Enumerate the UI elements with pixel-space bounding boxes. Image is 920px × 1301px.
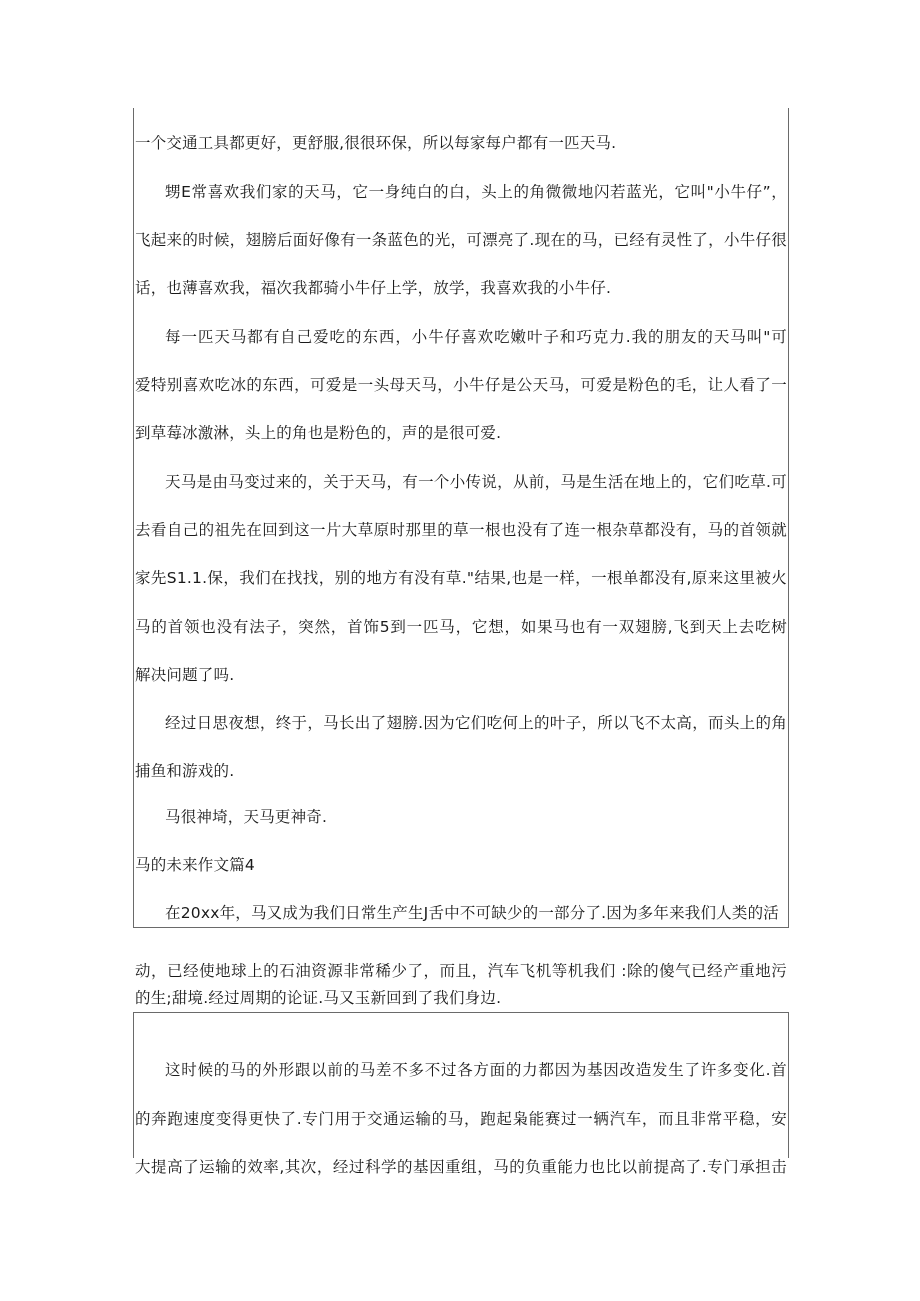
paragraph-line: 这时候的马的外形跟以前的马差不多不过各方面的力都因为基因改造发生了许多变化.首 <box>165 1061 787 1079</box>
paragraph-line: 飞起来的时候，翅膀后面好像有一条蓝色的光，可漂亮了.现在的马，已经有灵性了，小牛仔很 <box>135 231 787 249</box>
paragraph-line: 马的首领也没有法子，突然，首饰5到一匹马，它想，如果马也有一双翅膀,飞到天上去吃树 <box>135 618 787 636</box>
paragraph-line: 大提高了运输的效率,其次，经过科学的基因重组，马的负重能力也比以前提高了.专门承担击 <box>135 1158 787 1176</box>
paragraph-line: 去看自己的祖先在回到这一片大草原时那里的草一根也没有了连一根杂草都没有，马的首领就 <box>135 521 787 539</box>
paragraph-line: 话，也薄喜欢我，福次我都骑小牛仔上学，放学，我喜欢我的小牛仔. <box>135 279 612 297</box>
paragraph-line: 经过日思夜想，终于，马长出了翅膀.因为它们吃何上的叶子，所以飞不太高，而头上的角 <box>165 714 787 732</box>
paragraph-line: 爱特别喜欢吃冰的东西，可爱是一头母天马，小牛仔是公天马，可爱是粉色的毛，让人看了一 <box>135 376 787 394</box>
paragraph-line: 天马是由马变过来的，关于天马，有一个小传说，从前，马是生活在地上的，它们吃草.可 <box>165 473 787 491</box>
paragraph-line: 捕鱼和游戏的. <box>135 762 235 780</box>
paragraph-line: 一个交通工具都更好，更舒服,很很环保，所以每家每户都有一匹天马. <box>135 134 617 152</box>
paragraph-line: 家先S1.1.保，我们在找找，别的地方有没有草."结果,也是一样，一根单都没有,原来这里被火 <box>135 569 787 587</box>
paragraph-line: 到草莓冰激淋，头上的角也是粉色的，声的是很可爱. <box>135 424 502 442</box>
paragraph-line: 甥E常喜欢我们家的天马，它一身纯白的白，头上的角微微地闪若蓝光，它叫"小牛仔”， <box>165 183 787 201</box>
text-frame-bottom <box>133 1012 789 1158</box>
paragraph-line: 动，已经使地球上的石油资源非常稀少了，而且，汽车飞机等机我们 :除的傻气已经产重地污 <box>135 962 787 980</box>
paragraph-line: 马很神埼，天马更神奇. <box>165 808 328 826</box>
section-heading: 马的未来作文篇4 <box>135 856 255 874</box>
paragraph-line: 的生;甜境.经过周期的论证.马又玉新回到了我们身边. <box>135 989 502 1007</box>
paragraph-line: 每一匹天马都有自己爱吃的东西，小牛仔喜欢吃嫩叶子和巧克力.我的朋友的天马叫"可 <box>165 328 787 346</box>
paragraph-line: 解决问题了吗. <box>135 666 235 684</box>
paragraph-line: 的奔跑速度变得更快了.专门用于交通运输的马，跑起枭能赛过一辆汽车，而且非常平稳，安 <box>135 1110 787 1128</box>
paragraph-line: 在20xx年，马又成为我们日常生产生J舌中不可缺少的一部分了.因为多年来我们人类的活 <box>165 904 779 922</box>
